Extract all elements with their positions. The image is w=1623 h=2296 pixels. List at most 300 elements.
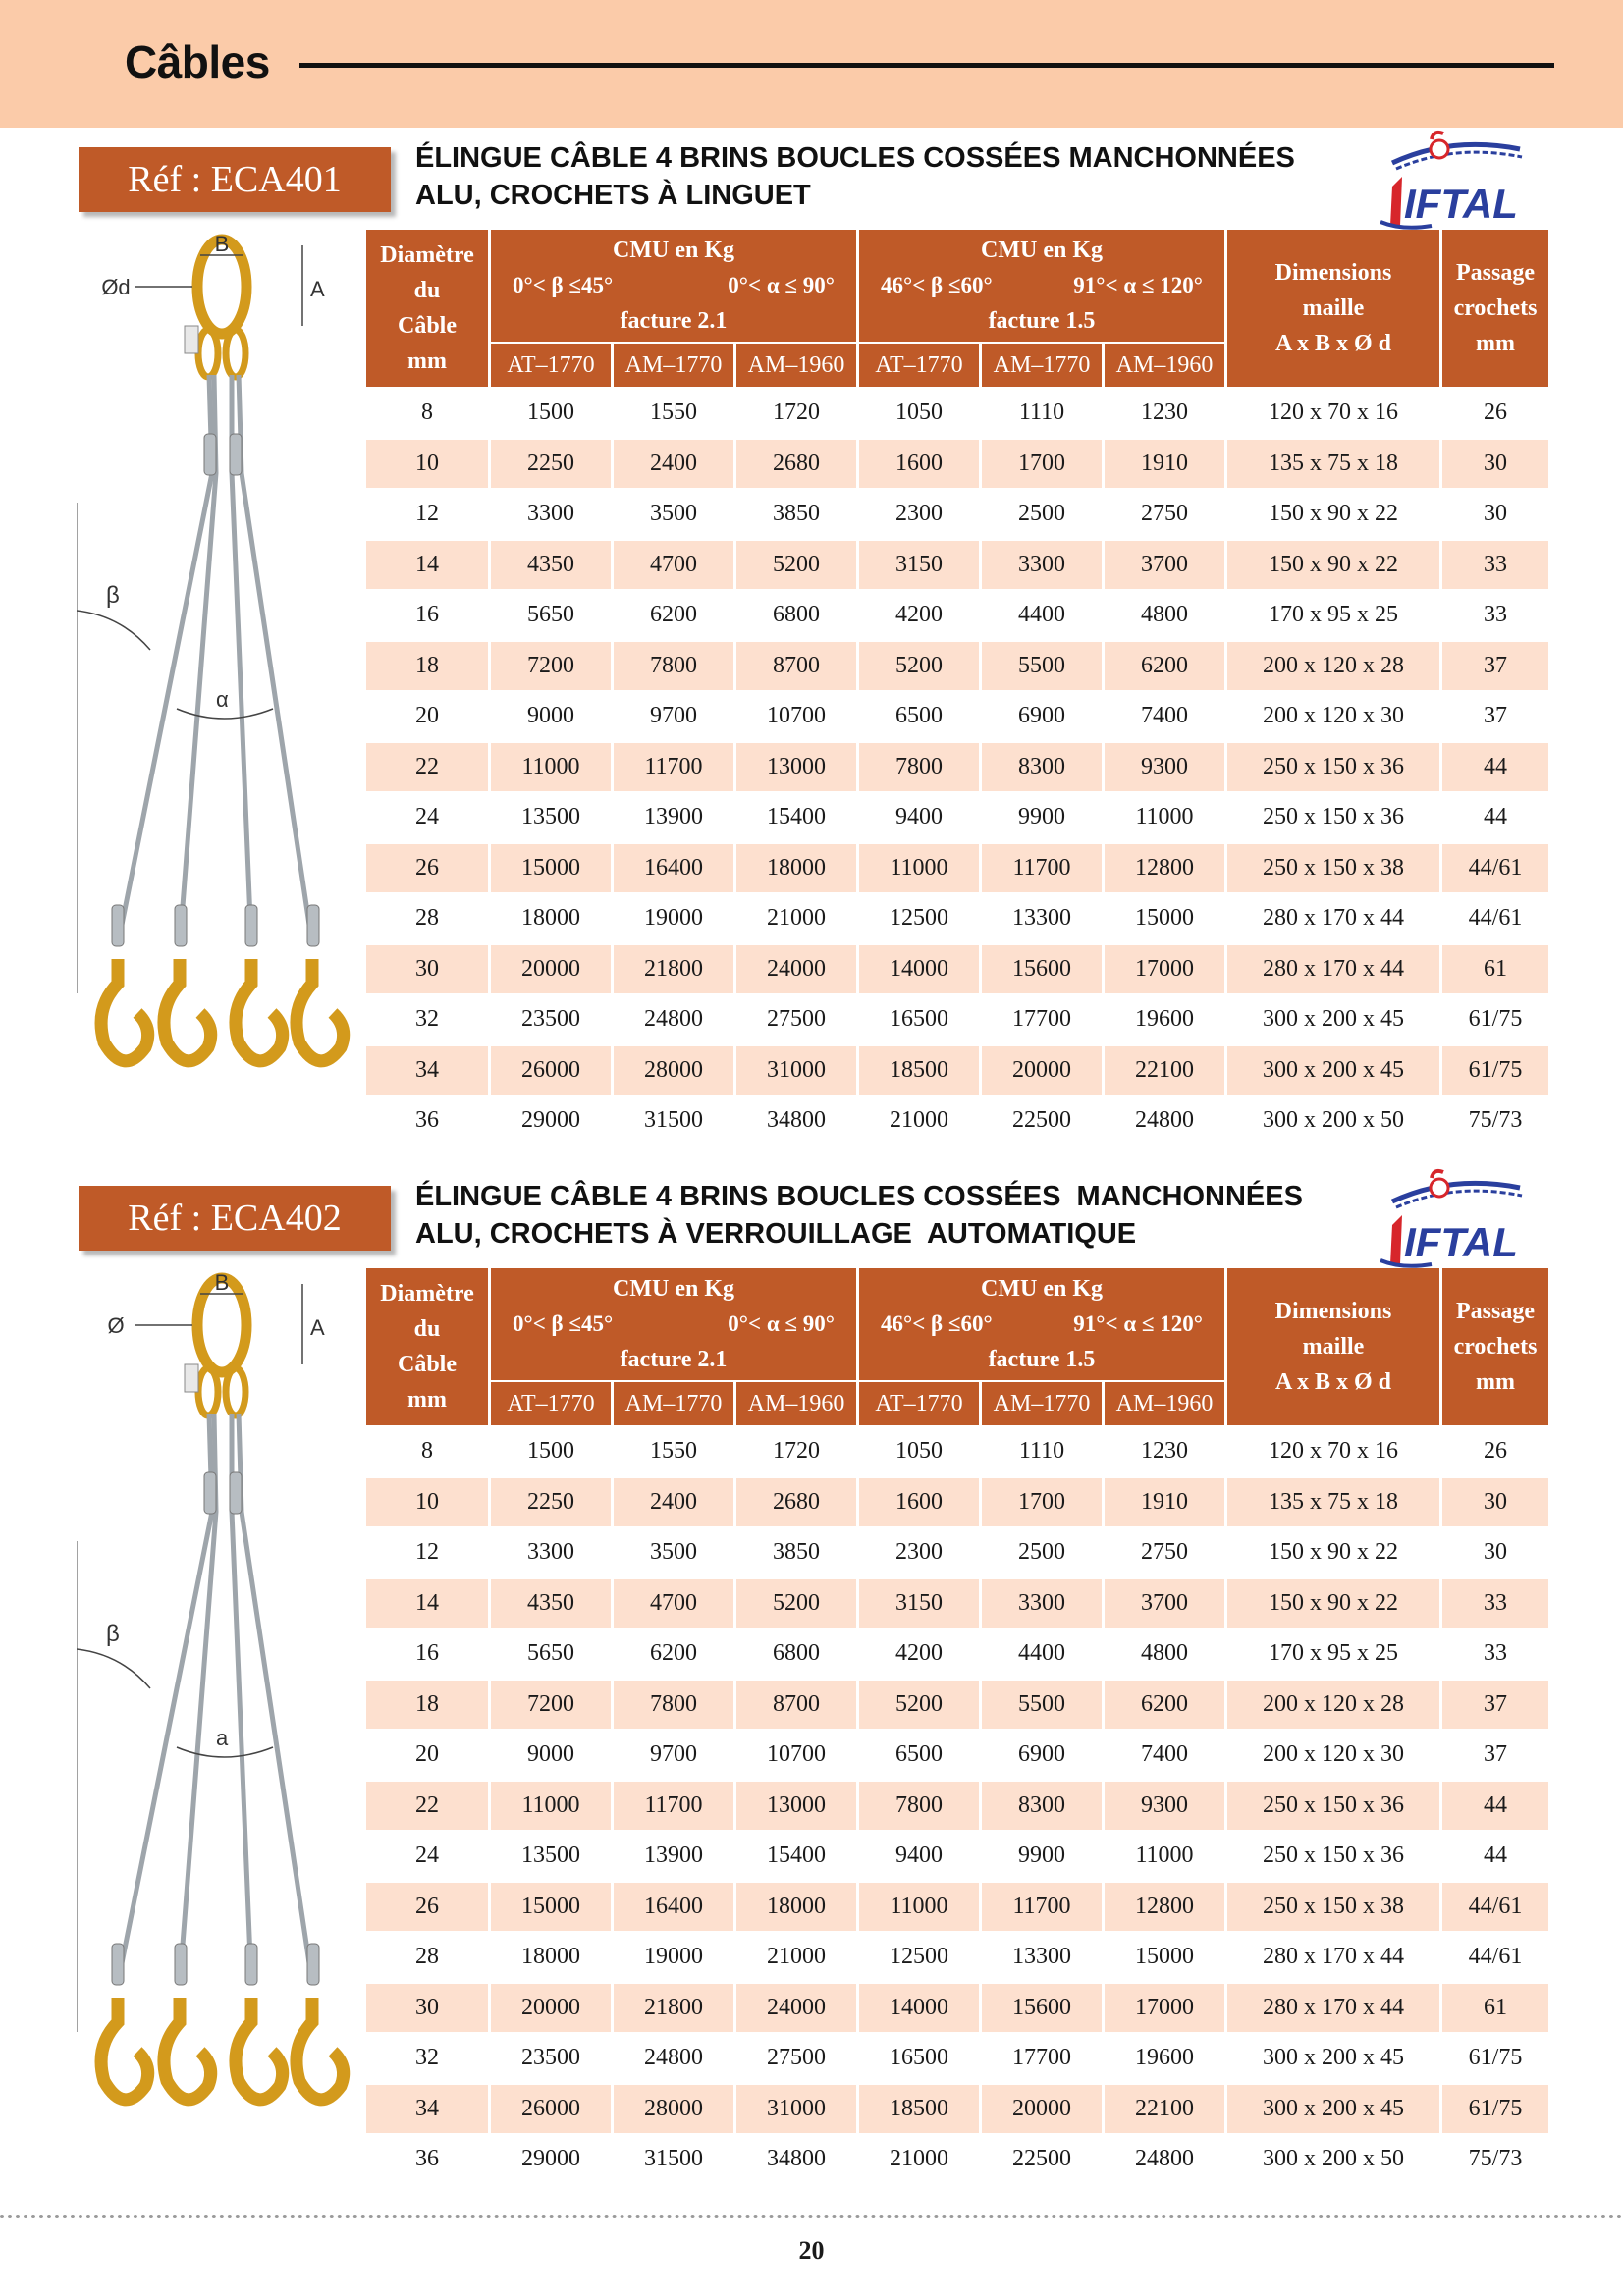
cmu-value: 21000 — [859, 2135, 979, 2184]
cmu-value: 13300 — [982, 894, 1102, 943]
cable-diameter: 14 — [366, 541, 488, 590]
cmu-value: 12800 — [1105, 1883, 1224, 1932]
header-alpha-range: 0°< α ≤ 90° — [728, 1311, 835, 1336]
cmu-value: 15000 — [491, 844, 611, 893]
cmu-value: 23500 — [491, 2034, 611, 2083]
cmu-value: 2300 — [859, 1528, 979, 1577]
cmu-value: 13500 — [491, 1832, 611, 1881]
header-grade: AM–1960 — [736, 1382, 856, 1425]
cmu-value: 9900 — [982, 793, 1102, 842]
cmu-value: 17700 — [982, 2034, 1102, 2083]
hook-passage: 61/75 — [1442, 2085, 1548, 2134]
link-dimensions: 150 x 90 x 22 — [1227, 1579, 1439, 1629]
cmu-value: 9900 — [982, 1832, 1102, 1881]
cmu-value: 7800 — [859, 1782, 979, 1831]
cable-diameter: 22 — [366, 1782, 488, 1831]
header-diameter-line: Câble — [398, 1352, 457, 1377]
cmu-value: 7800 — [614, 642, 733, 691]
header-diameter-line: du — [413, 278, 441, 303]
product-section — [0, 142, 1623, 1188]
cmu-value: 24800 — [614, 995, 733, 1044]
cmu-value: 1700 — [982, 1478, 1102, 1527]
cable-diameter: 12 — [366, 490, 488, 539]
cmu-value: 1230 — [1105, 1427, 1224, 1476]
cmu-value: 11000 — [859, 1883, 979, 1932]
hook-passage: 44 — [1442, 1832, 1548, 1881]
hook-passage: 37 — [1442, 642, 1548, 691]
table-row — [366, 1933, 1548, 1982]
header-grade: AT–1770 — [491, 344, 611, 387]
cmu-value: 4800 — [1105, 591, 1224, 640]
sling-illustration — [77, 228, 367, 1160]
cmu-value: 8300 — [982, 1782, 1102, 1831]
load-table — [363, 228, 1551, 1148]
cmu-value: 4200 — [859, 591, 979, 640]
cmu-value: 1110 — [982, 1427, 1102, 1476]
cable-diameter: 10 — [366, 440, 488, 489]
cmu-value: 2250 — [491, 1478, 611, 1527]
cmu-value: 6200 — [1105, 642, 1224, 691]
cmu-value: 1700 — [982, 440, 1102, 489]
diagram-label-alpha: α — [216, 687, 229, 712]
cmu-value: 1910 — [1105, 440, 1224, 489]
cmu-value: 2400 — [614, 440, 733, 489]
cmu-value: 16400 — [614, 1883, 733, 1932]
table-row — [366, 1629, 1548, 1679]
cable-diameter: 8 — [366, 1427, 488, 1476]
cmu-value: 18500 — [859, 1046, 979, 1095]
cmu-value: 5650 — [491, 1629, 611, 1679]
cmu-value: 11700 — [614, 1782, 733, 1831]
cable-diameter: 14 — [366, 1579, 488, 1629]
cmu-value: 23500 — [491, 995, 611, 1044]
cmu-value: 11000 — [1105, 793, 1224, 842]
table-row — [366, 743, 1548, 792]
cmu-value: 10700 — [736, 692, 856, 741]
cmu-value: 31000 — [736, 1046, 856, 1095]
diagram-label-alpha: a — [216, 1726, 229, 1750]
hook-passage: 44/61 — [1442, 1883, 1548, 1932]
cmu-value: 11700 — [982, 1883, 1102, 1932]
table-row — [366, 692, 1548, 741]
cmu-value: 3300 — [491, 490, 611, 539]
link-dimensions: 170 x 95 x 25 — [1227, 591, 1439, 640]
cmu-value: 1110 — [982, 389, 1102, 438]
header-dimensions-line: A x B x Ø d — [1274, 1369, 1392, 1395]
cmu-value: 12800 — [1105, 844, 1224, 893]
cable-diameter: 8 — [366, 389, 488, 438]
cmu-value: 16500 — [859, 2034, 979, 2083]
cmu-value: 26000 — [491, 2085, 611, 2134]
cable-diameter: 18 — [366, 1681, 488, 1730]
cmu-value: 21000 — [736, 1933, 856, 1982]
cmu-value: 15000 — [1105, 1933, 1224, 1982]
link-dimensions: 300 x 200 x 45 — [1227, 2085, 1439, 2134]
hook-passage: 30 — [1442, 440, 1548, 489]
cmu-value: 20000 — [491, 1984, 611, 2033]
hook-passage: 61 — [1442, 1984, 1548, 2033]
header-cmu-factor-1-5 — [859, 230, 1224, 342]
link-dimensions: 280 x 170 x 44 — [1227, 894, 1439, 943]
link-dimensions: 200 x 120 x 28 — [1227, 1681, 1439, 1730]
table-row — [366, 1478, 1548, 1527]
cmu-value: 9300 — [1105, 743, 1224, 792]
cmu-value: 1910 — [1105, 1478, 1224, 1527]
cmu-value: 15000 — [1105, 894, 1224, 943]
cmu-value: 3300 — [982, 1579, 1102, 1629]
cmu-value: 3150 — [859, 1579, 979, 1629]
hook-passage: 61 — [1442, 945, 1548, 994]
hook-passage: 33 — [1442, 591, 1548, 640]
cmu-value: 22100 — [1105, 2085, 1224, 2134]
cmu-value: 11000 — [859, 844, 979, 893]
table-row — [366, 1832, 1548, 1881]
cmu-value: 34800 — [736, 1096, 856, 1146]
table-row — [366, 591, 1548, 640]
header-angle-range — [859, 268, 1224, 303]
cmu-value: 8700 — [736, 642, 856, 691]
hook-passage: 37 — [1442, 1681, 1548, 1730]
header-cmu-title: CMU en Kg — [613, 238, 734, 263]
cable-diameter: 34 — [366, 2085, 488, 2134]
table-row — [366, 945, 1548, 994]
cmu-value: 6500 — [859, 692, 979, 741]
header-dimensions — [1227, 1268, 1439, 1425]
cmu-value: 11700 — [982, 844, 1102, 893]
cmu-value: 7800 — [614, 1681, 733, 1730]
cmu-value: 3500 — [614, 490, 733, 539]
product-title — [415, 139, 1378, 214]
cmu-value: 1500 — [491, 389, 611, 438]
cmu-value: 15600 — [982, 945, 1102, 994]
link-dimensions: 150 x 90 x 22 — [1227, 490, 1439, 539]
cmu-value: 4700 — [614, 541, 733, 590]
sling-illustration — [77, 1266, 367, 2199]
diagram-label-d: Ød — [101, 275, 131, 299]
cmu-value: 7800 — [859, 743, 979, 792]
cable-diameter: 12 — [366, 1528, 488, 1577]
link-dimensions: 135 x 75 x 18 — [1227, 1478, 1439, 1527]
cmu-value: 1050 — [859, 1427, 979, 1476]
liftal-logo — [1373, 1166, 1535, 1274]
diagram-label-d: Ø — [107, 1313, 125, 1338]
cmu-value: 6800 — [736, 1629, 856, 1679]
cmu-value: 29000 — [491, 1096, 611, 1146]
cmu-value: 13500 — [491, 793, 611, 842]
cmu-value: 6900 — [982, 692, 1102, 741]
cmu-value: 2500 — [982, 1528, 1102, 1577]
cmu-value: 4800 — [1105, 1629, 1224, 1679]
cmu-value: 22500 — [982, 1096, 1102, 1146]
header-grade: AM–1960 — [1105, 344, 1224, 387]
header-dimensions-line: Dimensions — [1274, 260, 1392, 286]
cmu-value: 14000 — [859, 945, 979, 994]
cmu-value: 5500 — [982, 1681, 1102, 1730]
cmu-value: 1600 — [859, 1478, 979, 1527]
cmu-value: 28000 — [614, 1046, 733, 1095]
cmu-value: 6500 — [859, 1731, 979, 1780]
cmu-value: 5200 — [736, 1579, 856, 1629]
cmu-value: 3700 — [1105, 541, 1224, 590]
cmu-value: 2500 — [982, 490, 1102, 539]
cmu-value: 18000 — [491, 1933, 611, 1982]
cmu-value: 3500 — [614, 1528, 733, 1577]
load-table — [363, 1266, 1551, 2186]
cmu-value: 1550 — [614, 1427, 733, 1476]
cmu-value: 19000 — [614, 894, 733, 943]
cmu-value: 2300 — [859, 490, 979, 539]
cmu-value: 6900 — [982, 1731, 1102, 1780]
header-grade: AM–1770 — [614, 344, 733, 387]
cmu-value: 15600 — [982, 1984, 1102, 2033]
table-row — [366, 440, 1548, 489]
cmu-value: 4200 — [859, 1629, 979, 1679]
diagram-label-b: B — [214, 232, 230, 256]
cmu-value: 12500 — [859, 1933, 979, 1982]
cmu-value: 18000 — [736, 844, 856, 893]
link-dimensions: 250 x 150 x 36 — [1227, 793, 1439, 842]
diagram-label-beta: β — [106, 582, 120, 609]
cmu-value: 2400 — [614, 1478, 733, 1527]
cmu-value: 9000 — [491, 1731, 611, 1780]
table-row — [366, 541, 1548, 590]
table-row — [366, 1984, 1548, 2033]
identification-tag — [185, 1364, 198, 1392]
product-title-line-1: ÉLINGUE CÂBLE 4 BRINS BOUCLES COSSÉES MANCHONNÉES — [415, 1181, 1303, 1212]
table-row — [366, 642, 1548, 691]
header-dimensions — [1227, 230, 1439, 387]
cmu-value: 5200 — [736, 541, 856, 590]
link-dimensions: 250 x 150 x 38 — [1227, 1883, 1439, 1932]
cmu-value: 15400 — [736, 793, 856, 842]
header-passage-line: Passage — [1456, 1299, 1535, 1324]
cable-diameter: 30 — [366, 1984, 488, 2033]
cmu-value: 16400 — [614, 844, 733, 893]
cmu-value: 31000 — [736, 2085, 856, 2134]
cmu-value: 3850 — [736, 1528, 856, 1577]
header-beta-range: 46°< β ≤60° — [881, 1311, 993, 1336]
header-passage-line: mm — [1476, 331, 1515, 356]
cmu-value: 3150 — [859, 541, 979, 590]
header-factor: facture 1.5 — [988, 308, 1096, 334]
cmu-value: 9700 — [614, 692, 733, 741]
cable-diameter: 18 — [366, 642, 488, 691]
hook-passage: 37 — [1442, 1731, 1548, 1780]
cmu-value: 6200 — [614, 591, 733, 640]
link-dimensions: 150 x 90 x 22 — [1227, 1528, 1439, 1577]
cmu-value: 16500 — [859, 995, 979, 1044]
header-passage — [1442, 1268, 1548, 1425]
header-diameter — [366, 230, 488, 387]
cmu-value: 4700 — [614, 1579, 733, 1629]
link-dimensions: 300 x 200 x 50 — [1227, 2135, 1439, 2184]
link-dimensions: 135 x 75 x 18 — [1227, 440, 1439, 489]
diagram-label-a: A — [310, 1315, 325, 1340]
cmu-value: 1050 — [859, 389, 979, 438]
cmu-value: 7400 — [1105, 692, 1224, 741]
cmu-value: 1500 — [491, 1427, 611, 1476]
cmu-value: 1600 — [859, 440, 979, 489]
cmu-value: 21000 — [859, 1096, 979, 1146]
hook-passage: 33 — [1442, 1579, 1548, 1629]
table-row — [366, 995, 1548, 1044]
link-dimensions: 120 x 70 x 16 — [1227, 1427, 1439, 1476]
header-cmu-factor-2-1 — [491, 230, 856, 342]
hook-passage: 26 — [1442, 389, 1548, 438]
cable-diameter: 34 — [366, 1046, 488, 1095]
cmu-value: 15400 — [736, 1832, 856, 1881]
cable-diameter: 22 — [366, 743, 488, 792]
cmu-value: 27500 — [736, 2034, 856, 2083]
cmu-value: 3850 — [736, 490, 856, 539]
cable-diameter: 32 — [366, 995, 488, 1044]
cmu-value: 34800 — [736, 2135, 856, 2184]
title-rule — [299, 63, 1554, 68]
header-cmu-title: CMU en Kg — [981, 1276, 1103, 1302]
table-row — [366, 1528, 1548, 1577]
cmu-value: 9400 — [859, 1832, 979, 1881]
diagram-label-beta: β — [106, 1621, 120, 1647]
link-dimensions: 120 x 70 x 16 — [1227, 389, 1439, 438]
header-factor: facture 2.1 — [620, 308, 728, 334]
link-dimensions: 200 x 120 x 30 — [1227, 1731, 1439, 1780]
header-angle-range — [859, 1307, 1224, 1342]
table-row — [366, 1883, 1548, 1932]
cmu-value: 1230 — [1105, 389, 1224, 438]
cmu-value: 13900 — [614, 1832, 733, 1881]
hook-passage: 26 — [1442, 1427, 1548, 1476]
cmu-value: 6200 — [614, 1629, 733, 1679]
cmu-value: 21000 — [736, 894, 856, 943]
table-row — [366, 793, 1548, 842]
cmu-value: 4400 — [982, 591, 1102, 640]
cable-diameter: 24 — [366, 1832, 488, 1881]
header-grade: AM–1770 — [982, 1382, 1102, 1425]
cable-diameter: 20 — [366, 1731, 488, 1780]
cmu-value: 2750 — [1105, 1528, 1224, 1577]
cmu-value: 13900 — [614, 793, 733, 842]
cable-diameter: 28 — [366, 894, 488, 943]
table-row — [366, 490, 1548, 539]
cmu-value: 9700 — [614, 1731, 733, 1780]
header-passage-line: crochets — [1453, 295, 1538, 321]
cmu-value: 6200 — [1105, 1681, 1224, 1730]
cmu-value: 13300 — [982, 1933, 1102, 1982]
hook-passage: 33 — [1442, 541, 1548, 590]
cmu-value: 27500 — [736, 995, 856, 1044]
link-dimensions: 300 x 200 x 45 — [1227, 995, 1439, 1044]
hook-passage: 33 — [1442, 1629, 1548, 1679]
cmu-value: 19000 — [614, 1933, 733, 1982]
cmu-value: 6800 — [736, 591, 856, 640]
cmu-value: 11000 — [491, 1782, 611, 1831]
header-diameter-line: Câble — [398, 313, 457, 339]
cmu-value: 7200 — [491, 1681, 611, 1730]
header-beta-range: 0°< β ≤45° — [513, 273, 614, 297]
header-diameter-line: Diamètre — [380, 1281, 474, 1307]
cable-diameter: 20 — [366, 692, 488, 741]
hook-passage: 30 — [1442, 490, 1548, 539]
cmu-value: 5650 — [491, 591, 611, 640]
table-row — [366, 1427, 1548, 1476]
cable-diameter: 24 — [366, 793, 488, 842]
hook-passage: 75/73 — [1442, 2135, 1548, 2184]
cmu-value: 8700 — [736, 1681, 856, 1730]
header-passage-line: Passage — [1456, 260, 1535, 286]
cmu-value: 1550 — [614, 389, 733, 438]
header-angle-range — [491, 1307, 856, 1342]
cmu-value: 10700 — [736, 1731, 856, 1780]
hook-passage: 61/75 — [1442, 995, 1548, 1044]
cmu-value: 20000 — [982, 2085, 1102, 2134]
cmu-value: 20000 — [982, 1046, 1102, 1095]
product-title — [415, 1178, 1378, 1253]
page-title: Câbles — [125, 36, 270, 87]
table-row — [366, 1681, 1548, 1730]
logo-text: IFTAL — [1404, 181, 1518, 227]
header-alpha-range: 0°< α ≤ 90° — [728, 273, 835, 297]
cmu-value: 13000 — [736, 1782, 856, 1831]
logo-text: IFTAL — [1404, 1219, 1518, 1265]
hook-passage: 44 — [1442, 743, 1548, 792]
cmu-value: 17000 — [1105, 945, 1224, 994]
cmu-value: 2680 — [736, 1478, 856, 1527]
cable-diameter: 36 — [366, 2135, 488, 2184]
cmu-value: 22500 — [982, 2135, 1102, 2184]
header-passage — [1442, 230, 1548, 387]
table-row — [366, 2135, 1548, 2184]
cmu-value: 3300 — [982, 541, 1102, 590]
link-dimensions: 200 x 120 x 30 — [1227, 692, 1439, 741]
cmu-value: 2750 — [1105, 490, 1224, 539]
reference-badge: Réf : ECA401 — [79, 147, 391, 212]
cmu-value: 29000 — [491, 2135, 611, 2184]
liftal-logo — [1373, 128, 1535, 236]
cmu-value: 18500 — [859, 2085, 979, 2134]
table-row — [366, 2034, 1548, 2083]
cmu-value: 3700 — [1105, 1579, 1224, 1629]
link-dimensions: 280 x 170 x 44 — [1227, 1984, 1439, 2033]
link-dimensions: 250 x 150 x 36 — [1227, 1832, 1439, 1881]
header-diameter-line: du — [413, 1316, 441, 1342]
sub-link — [198, 330, 218, 377]
hook-passage: 75/73 — [1442, 1096, 1548, 1146]
cmu-value: 4350 — [491, 1579, 611, 1629]
product-title-line-2: ALU, CROCHETS À VERROUILLAGE AUTOMATIQUE — [415, 1218, 1137, 1250]
reference-badge: Réf : ECA402 — [79, 1186, 391, 1251]
hook-passage: 37 — [1442, 692, 1548, 741]
cmu-value: 14000 — [859, 1984, 979, 2033]
header-grade: AM–1770 — [982, 344, 1102, 387]
cmu-value: 18000 — [491, 894, 611, 943]
cmu-value: 22100 — [1105, 1046, 1224, 1095]
table-row — [366, 389, 1548, 438]
cmu-value: 12500 — [859, 894, 979, 943]
header-dimensions-line: maille — [1302, 1334, 1365, 1360]
cmu-value: 8300 — [982, 743, 1102, 792]
link-dimensions: 280 x 170 x 44 — [1227, 1933, 1439, 1982]
cmu-value: 2680 — [736, 440, 856, 489]
sub-link — [226, 330, 245, 377]
table-row — [366, 1046, 1548, 1095]
header-cmu-factor-2-1 — [491, 1268, 856, 1380]
header-grade: AM–1960 — [736, 344, 856, 387]
header-factor: facture 2.1 — [620, 1347, 728, 1372]
cmu-value: 4350 — [491, 541, 611, 590]
hook-passage: 44/61 — [1442, 1933, 1548, 1982]
header-cmu-title: CMU en Kg — [981, 238, 1103, 263]
cmu-value: 19600 — [1105, 2034, 1224, 2083]
